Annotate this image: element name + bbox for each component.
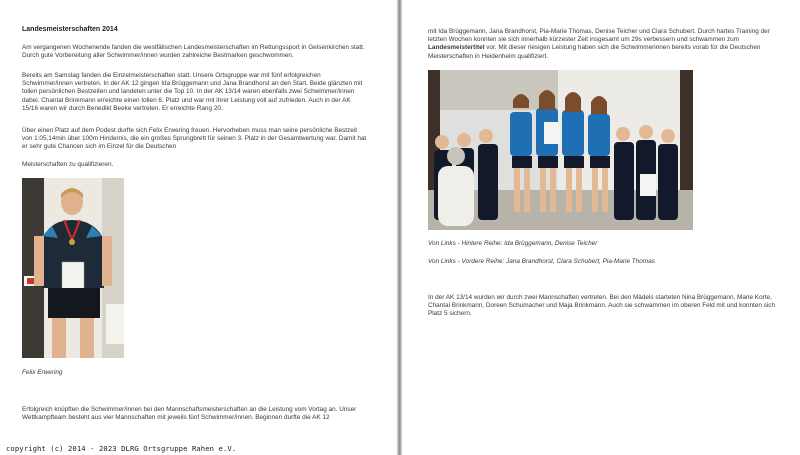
caption-felix: Felix Erwering xyxy=(22,369,63,376)
left-page xyxy=(0,0,397,455)
photo-felix-image xyxy=(22,178,124,358)
paragraph-single-events: Bereits am Samstag fanden die Einzelmeisterschaften statt. Unsere Ortsgruppe war mit fünf erfolgreichen Schwimmer/innen vertreten. In der AK 12 gingen Ida Brüggemann und Jana Brandhorst an den Start. Beide glänzten mit tollen persönlichen Bestzeiten und landeten unter die Top 10. In der AK 13/14 waren ebenfalls zwei Schwimmer/innen dabei. Chantal Brinkmann erreichte einen tollen 6. Platz und war mit ihrer Leistung voll auf zufrieden. Auch in der AK 15/16 waren wir durch Benedikt Beeke vertreten. Er erreichte Rang 20. xyxy=(22,72,363,112)
paragraph-qualify: Meisterschaften zu qualifizieren. xyxy=(22,161,114,168)
photo-felix-erwering xyxy=(22,178,124,358)
right-page xyxy=(402,0,800,455)
paragraph-ak12-text-b: vor. Mit dieser riesigen Leistung haben sich die Schwimmerinnen bereits vorab für die Deutschen Meisterschaften in Heidenheim qualifiziert. xyxy=(428,44,761,60)
paragraph-ak13-14: In der AK 13/14 wurden wir durch zwei Mannschaften vertreten. Bei den Mädels starteten Nina Brüggemann, Marie Korte, Chantal Brinkmann, Doreen Schumacher und Maja Brinkmann. Auch sie schwammen im oberen Feld mit und konnten sich Platz 5 sichern. xyxy=(428,294,776,318)
paragraph-intro: Am vergangenen Wochenende fanden die westfälischen Landesmeisterschaften im Rettungssport in Gelsenkirchen statt. Durch gute Vorbereitung aller Schwimmer/innen wurden zahlreiche Bestmarken geschwommen. xyxy=(22,44,365,60)
paragraph-felix: Über einen Platz auf dem Podest durfte sich Felix Erwering freuen. Hervorheben muss man seine persönliche Bestzeit von 1:05,14min über 100m Hindernis, die ein großes Sprungbrett für seinen 3. Platz in der Gesamtwertung war. Damit hat er sehr gute Chancen sich im Einzel für die Deutschen xyxy=(22,127,367,151)
article-title: Landesmeisterschaften 2014 xyxy=(22,26,118,33)
caption-front-row: Von Links - Vordere Reihe: Jana Brandhorst, Clara Schubert, Pia-Marie Thomas xyxy=(428,258,655,265)
photo-team-image xyxy=(428,70,693,230)
paragraph-team-events: Erfolgreich knüpften die Schwimmer/innen bei den Mannschaftsmeisterschaften an die Leistung vom Vortag an. Unser Wettkampfteam besteht aus vier Mannschaften mit jeweils fünf Schwimmer/innen. Beginnen durfte die AK 12 xyxy=(22,406,357,422)
photo-team-ak12 xyxy=(428,70,693,230)
caption-back-row: Von Links - Hintere Reihe: Ida Brüggemann, Denise Teicher xyxy=(428,240,598,247)
paragraph-ak12-team xyxy=(428,28,778,61)
paragraph-ak12-bold: Landesmeistertitel xyxy=(428,44,485,52)
copyright-footer: copyright (c) 2014 - 2023 DLRG Ortsgruppe Rahen e.V. xyxy=(6,444,237,453)
paragraph-ak12-text-a: mit Ida Brüggemann, Jana Brandhorst, Pia-Marie Thomas, Denise Teicher und Clara Schubert. Durch hartes Training der letzten Wochen konnten sie sich innerhalb kürzester Zeit insgesamt um 29s verbessern und schwammen zum xyxy=(428,28,770,44)
